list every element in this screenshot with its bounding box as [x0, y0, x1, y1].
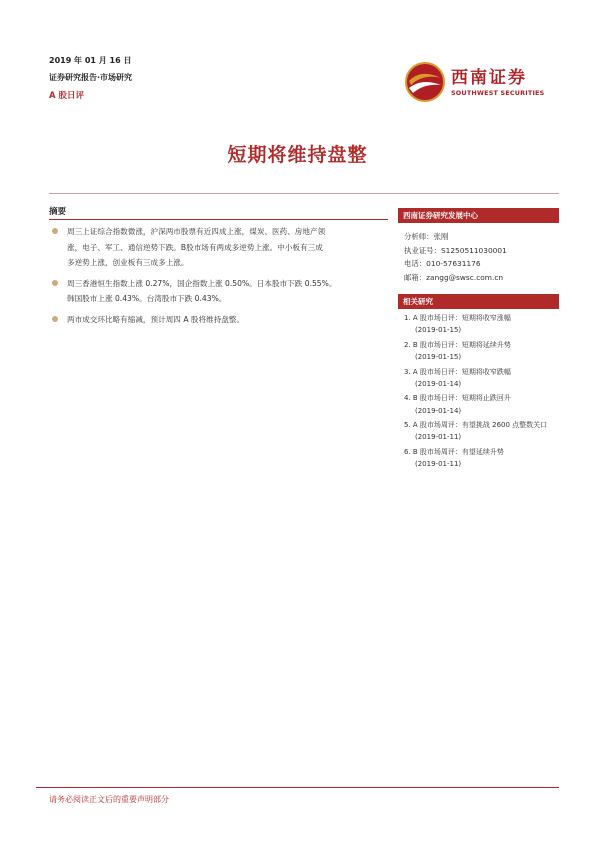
related-research-heading — [398, 294, 559, 309]
related-item[interactable] — [404, 446, 559, 471]
related-item-title: 3. A 股市场日评：短期将收窄跌幅 — [404, 367, 511, 376]
analyst-license: 执业证号：S1250511030001 — [404, 245, 507, 255]
abstract-divider — [49, 219, 388, 220]
related-item-date: (2019-01-14) — [415, 406, 462, 415]
bullet-dot-icon — [52, 228, 58, 234]
bullet-line: 周三香港恒生指数上涨 0.27%，国企指数上涨 0.50%。日本股市下跌 0.55%。 — [67, 278, 337, 288]
bullet-line: 两市成交环比略有缩减，预计周四 A 股将维持盘整。 — [67, 314, 245, 324]
research-center-label: 西南证券研究发展中心 — [403, 211, 478, 220]
related-item[interactable] — [404, 339, 559, 364]
bullet-line: 涨，电子、军工、通信逆势下跌。B股市场有两成多逆势上涨。中小板有三成 — [67, 242, 323, 252]
related-research-label: 相关研究 — [403, 297, 433, 306]
analyst-name: 分析师：张刚 — [404, 232, 449, 241]
related-item[interactable] — [404, 366, 559, 391]
analyst-email[interactable]: 邮箱：zangg@swsc.com.cn — [404, 272, 504, 282]
abstract-heading: 摘要 — [49, 207, 67, 217]
related-item-date: (2019-01-11) — [415, 460, 462, 469]
related-item[interactable] — [404, 392, 559, 417]
footer-disclaimer: 请务必阅读正文后的重要声明部分 — [49, 795, 169, 804]
title-divider — [49, 193, 559, 194]
abstract-bullet — [49, 312, 389, 328]
related-item[interactable] — [404, 312, 559, 337]
related-research-list — [404, 312, 559, 473]
logo-name-cn: 西南证券 — [451, 68, 527, 88]
page-title: 短期将维持盘整 — [227, 144, 368, 166]
bullet-line: 韩国股市上涨 0.43%。台湾股市下跌 0.43%。 — [67, 294, 227, 304]
related-item-title: 2. B 股市场日评：短期将延续升势 — [404, 340, 511, 349]
bullet-line: 周三上证综合指数微涨，沪深两市股票有近四成上涨，煤炭、医药、房地产领 — [67, 227, 326, 236]
research-center-heading — [398, 208, 559, 223]
related-item-title: 4. B 股市场日评：短期将止跌回升 — [404, 394, 511, 403]
bullet-dot-icon — [52, 280, 58, 286]
report-type: 证券研究报告·市场研究 — [49, 73, 133, 82]
footer-divider — [36, 787, 559, 788]
logo-emblem-icon — [403, 60, 447, 104]
bullet-line: 多逆势上涨，创业板有三成多上涨。 — [67, 258, 189, 268]
analyst-phone: 电话：010-57631176 — [404, 259, 481, 268]
logo-name-en: SOUTHWEST SECURITIES — [451, 89, 545, 97]
related-item-title: 5. A 股市场周评：有望挑战 2600 点整数关口 — [404, 421, 548, 430]
report-category: A 股日评 — [49, 91, 85, 101]
related-item-date: (2019-01-11) — [415, 433, 462, 442]
related-item-title: 6. B 股市场周评：有望延续升势 — [404, 447, 504, 456]
analyst-info — [404, 230, 559, 284]
related-item-date: (2019-01-15) — [415, 326, 462, 335]
related-item-title: 1. A 股市场日评：短期将收窄涨幅 — [404, 314, 511, 322]
related-item[interactable] — [404, 419, 559, 444]
report-date: 2019 年 01 月 16 日 — [49, 56, 132, 65]
bullet-dot-icon — [52, 316, 58, 322]
abstract-list — [49, 224, 389, 333]
abstract-bullet — [49, 276, 389, 307]
related-item-date: (2019-01-15) — [415, 353, 462, 362]
company-logo — [403, 58, 553, 106]
related-item-date: (2019-01-14) — [415, 379, 462, 388]
abstract-bullet — [49, 224, 389, 271]
